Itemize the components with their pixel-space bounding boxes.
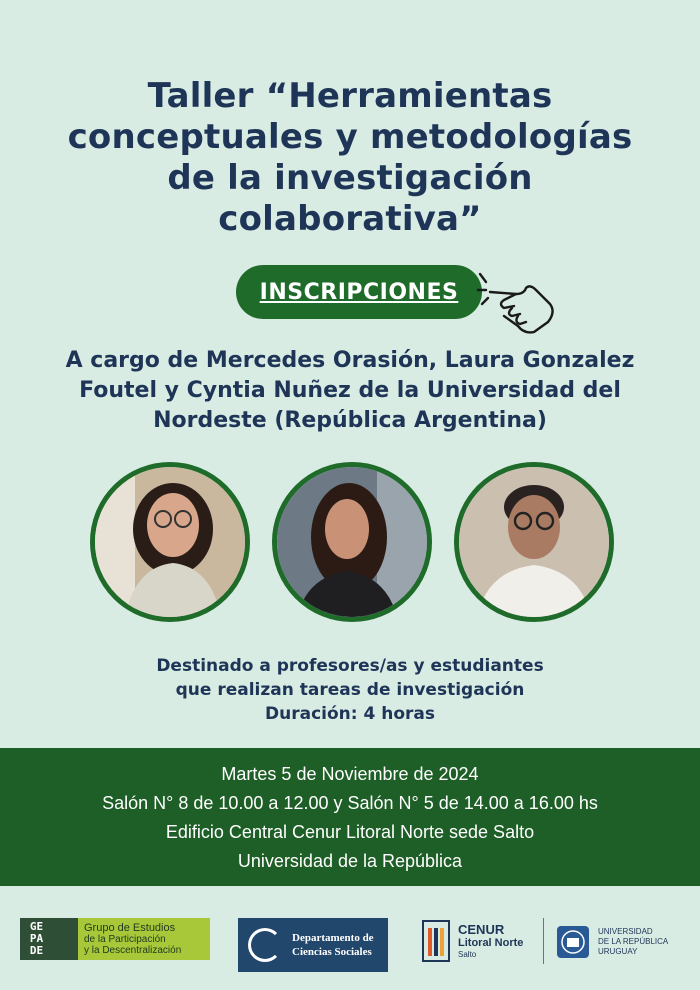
audience-info [60, 654, 640, 726]
dcs-line: Departamento de [292, 932, 374, 944]
event-building: Edificio Central Cenur Litoral Norte sede Salto [165, 822, 535, 842]
inscripciones-button[interactable] [236, 265, 482, 319]
speaker-photo [90, 462, 250, 622]
cenur-line: Litoral Norte [458, 936, 524, 949]
gepade-logo [20, 918, 210, 960]
udelar-logo [556, 922, 686, 962]
event-details-band [0, 748, 700, 886]
udelar-line: URUGUAY [598, 947, 638, 956]
cenur-logo [422, 916, 542, 966]
gepade-line: y la Descentralización [84, 944, 182, 956]
duration-text: Duración: 4 horas [265, 704, 435, 724]
inscripciones-label: INSCRIPCIONES [259, 279, 459, 305]
event-rooms: Salón N° 8 de 10.00 a 12.00 y Salón N° 5 de 14.00 a 16.00 hs [102, 793, 598, 813]
dcs-line: Ciencias Sociales [292, 946, 372, 958]
sponsor-logos [0, 886, 700, 990]
udelar-name [598, 927, 668, 957]
speaker-photo [454, 462, 614, 622]
event-university: Universidad de la República [237, 851, 463, 871]
udelar-seal-icon [556, 925, 590, 959]
gepade-mark-letters: GE [29, 920, 44, 933]
dcs-c-icon [248, 928, 282, 962]
gepade-line: de la Participación [84, 933, 166, 945]
audience-line: Destinado a profesores/as y estudiantes [156, 656, 544, 676]
udelar-line: DE LA REPÚBLICA [598, 937, 669, 946]
cenur-line: CENUR [458, 921, 505, 937]
gepade-mark [20, 918, 78, 960]
event-title: Taller “Herramientas conceptuales y metodologías de la investigación colaborativa” [67, 76, 633, 239]
cenur-line: Salto [458, 949, 477, 959]
gepade-line: Grupo de Estudios [84, 921, 176, 934]
pointing-hand-icon [476, 270, 558, 336]
speakers-text: A cargo de Mercedes Orasión, Laura Gonzalez Foutel y Cyntia Nuñez de la Universidad del Nordeste (República Argentina) [65, 348, 635, 433]
gepade-mark-letters: PA [29, 932, 44, 945]
audience-line: que realizan tareas de investigación [175, 680, 525, 700]
gepade-name [78, 923, 181, 956]
event-date: Martes 5 de Noviembre de 2024 [221, 764, 479, 784]
logo-divider [543, 918, 544, 964]
cenur-mark-icon [422, 920, 450, 962]
dcs-logo [238, 918, 388, 972]
speaker-photo [272, 462, 432, 622]
udelar-line: UNIVERSIDAD [598, 927, 653, 936]
gepade-mark-letters: DE [29, 944, 44, 957]
dcs-name [292, 931, 374, 959]
cenur-name [458, 923, 523, 960]
